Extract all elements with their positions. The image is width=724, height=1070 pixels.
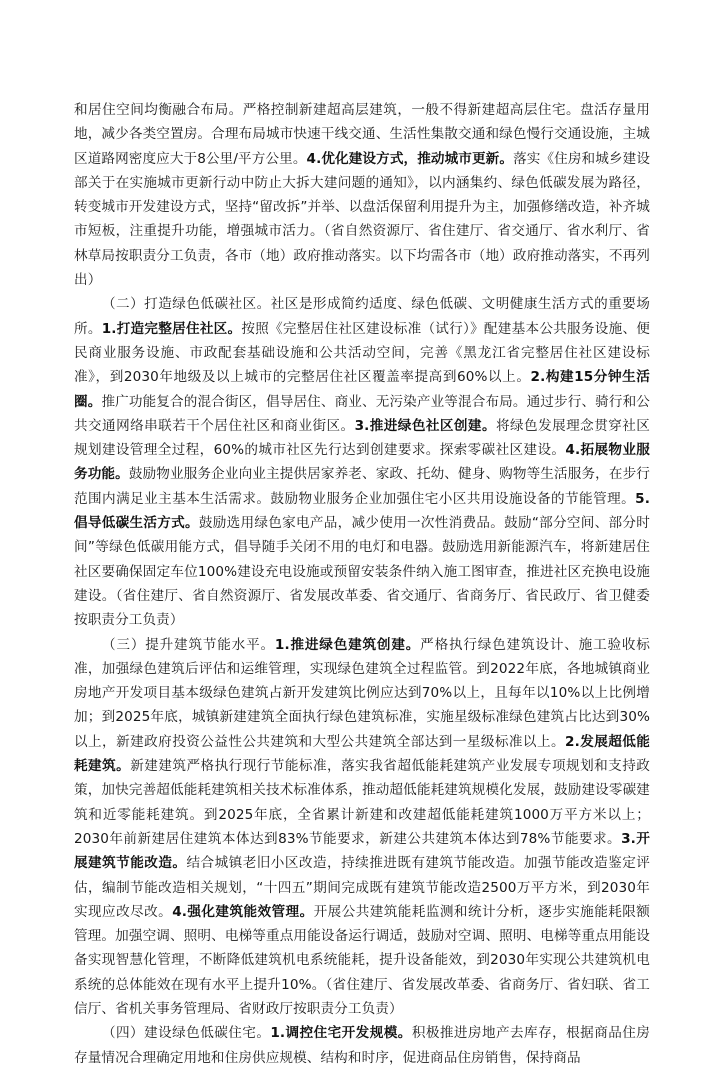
section-heading-4: （四）建设绿色低碳住宅。: [102, 1025, 271, 1042]
bold-heading-15min-circle: 2.构建15分钟生活圈。: [74, 369, 650, 410]
bold-heading-complete-community: 1.打造完整居住社区。: [101, 320, 242, 337]
bold-heading-efficiency-management: 4.强化建筑能效管理。: [172, 903, 314, 920]
bold-heading-energy-retrofit: 3.开展建筑节能改造。: [74, 830, 650, 872]
paragraph-green-housing: [74, 1021, 650, 1070]
text-run: 和居住空间均衡融合布局。严格控制新建超高层建筑，一般不得新建超高层住宅。盘活存量用地，减少各类空置房。合理布局城市快速干线交通、生活性集散交通和绿色慢行交通设施，主城区道路网密度应大于8公里/平方公里。: [74, 102, 650, 167]
text-run: 落实《住房和城乡建设部关于在实施城市更新行动中防止大拆大建问题的通知》，以内涵集约、绿色低碳发展为路径，转变城市开发建设方式，坚持“留改拆”并举、以盘活保留利用提升为主，加强修缮改造，补齐城市短板，注重提升功能，增强城市活力。（省自然资源厅、省住建厅、省交通厅、省水利厅、省林草局按职责分工负责，各市（地）政府推动落实。以下均需各市（地）政府推动落实，不再列出）: [74, 150, 651, 289]
paragraph-urban-layout: [74, 98, 650, 292]
text-run: 鼓励物业服务企业向业主提供居家养老、家政、托幼、健身、购物等生活服务，在步行范围内满足业主基本生活需求。鼓励物业服务企业加强住宅小区共用设施设备的节能管理。: [74, 466, 650, 507]
document-body: [74, 98, 650, 1070]
section-heading-2: （二）打造绿色低碳社区。社区是形成简约适度、绿色低碳、文明健康生活方式的重要场所。: [74, 296, 650, 337]
section-heading-3: （三）提升建筑节能水平。: [102, 636, 275, 653]
paragraph-green-community: [74, 292, 650, 632]
bold-heading-optimize-construction: 4.优化建设方式，推动城市更新。: [306, 150, 514, 167]
text-run: 按照《完整居住社区建设标准（试行）》配建基本公共服务设施、便民商业服务设施、市政配套基础设施和公共活动空间，完善《黑龙江省完整居住社区建设标准》，到2030年地级及以上城市的完整居住社区覆盖率提高到60%以上。: [74, 320, 650, 386]
paragraph-building-energy: [74, 633, 650, 1022]
bold-heading-ultra-low-energy: 2.发展超低能耗建筑。: [74, 733, 651, 775]
text-run: 新建建筑严格执行现行节能标准，落实我省超低能耗建筑产业发展专项规划和支持政策，加快完善超低能耗建筑相关技术标准体系，推动超低能耗建筑规模化发展，鼓励建设零碳建筑和近零能耗建筑。到2025年底，全省累计新建和改建超低能耗建筑1000万平方米以上；2030年前新建居住建筑本体达到83%节能要求，新建公共建筑本体达到78%节能要求。: [74, 758, 650, 847]
bold-heading-housing-scale: 1.调控住宅开发规模。: [270, 1025, 412, 1042]
bold-heading-property-services: 4.拓展物业服务功能。: [74, 442, 651, 483]
bold-heading-green-community-creation: 3.推进绿色社区创建。: [354, 417, 496, 434]
bold-heading-low-carbon-lifestyle: 5.倡导低碳生活方式。: [74, 490, 650, 532]
text-run: 将绿色发展理念贯穿社区规划建设管理全过程，60%的城市社区先行达到创建要求。探索零碳社区建设。: [74, 417, 650, 459]
text-run: 结合城镇老旧小区改造，持续推进既有建筑节能改造。加强节能改造鉴定评估，编制节能改造相关规划，“十四五”期间完成既有建筑节能改造2500万平方米，到2030年实现应改尽改。: [74, 855, 650, 920]
text-run: 开展公共建筑能耗监测和统计分析，逐步实施能耗限额管理。加强空调、照明、电梯等重点用能设备运行调适，鼓励对空调、照明、电梯等重点用能设备实现智慧化管理，不断降低建筑机电系统能耗，提升设备能效，到2030年实现公共建筑机电系统的总体能效在现有水平上提升10%。（省住建厅、省发展改革委、省商务厅、省妇联、省工信厅、省机关事务管理局、省财政厅按职责分工负责）: [74, 903, 650, 1017]
text-run: 鼓励选用绿色家电产品，减少使用一次性消费品。鼓励“部分空间、部分时间”等绿色低碳用能方式，倡导随手关闭不用的电灯和电器。鼓励选用新能源汽车，将新建居住社区要确保固定车位100%建设充电设施或预留安装条件纳入施工图审查，推进社区充换电设施建设。（省住建厅、省自然资源厅、省发展改革委、省交通厅、省商务厅、省民政厅、省卫健委按职责分工负责）: [74, 515, 650, 629]
bold-heading-green-building: 1.推进绿色建筑创建。: [274, 636, 421, 653]
text-run: 推广功能复合的混合街区，倡导居住、商业、无污染产业等混合布局。通过步行、骑行和公共交通网络串联若干个居住社区和商业街区。: [74, 393, 651, 434]
text-run: 严格执行绿色建筑设计、施工验收标准，加强绿色建筑后评估和运维管理，实现绿色建筑全过程监管。到2022年底，各地城镇商业房地产开发项目基本级绿色建筑占新开发建筑比例应达到70%以上，且每年以10%以上比例增加；到2025年底，城镇新建建筑全面执行绿色建筑标准，实施星级标准绿色建筑占比达到30%以上，新建政府投资公益性公共建筑和大型公共建筑全部达到一星级标准以上。: [74, 636, 650, 750]
text-run: 积极推进房地产去库存，根据商品住房存量情况合理确定用地和住房供应规模、结构和时序，促进商品住房销售，保持商品: [74, 1025, 650, 1066]
